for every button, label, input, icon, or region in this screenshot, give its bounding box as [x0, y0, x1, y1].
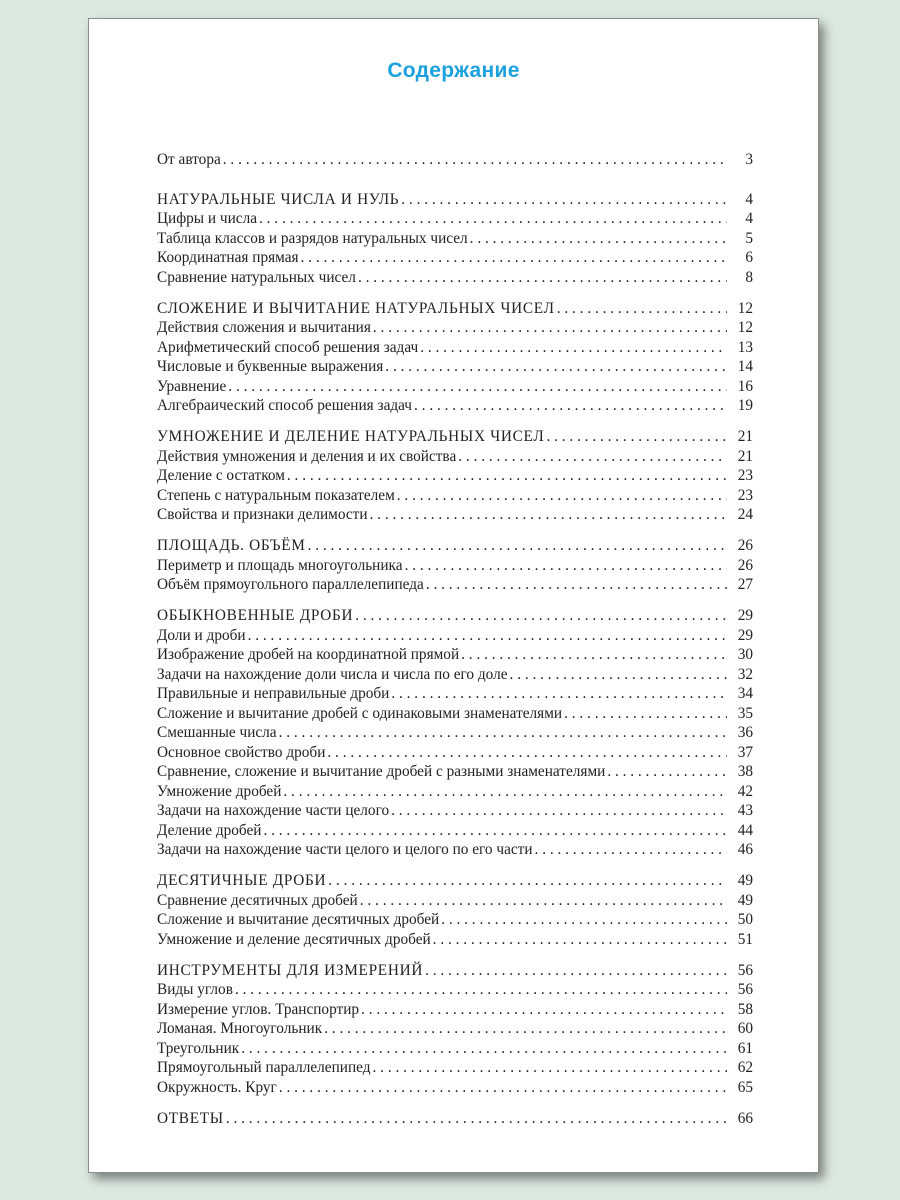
entry-title: Алгебраический способ решения задач: [157, 397, 413, 414]
dot-leader: [546, 427, 727, 447]
page-number: 35: [737, 704, 753, 722]
section-gap: [157, 860, 753, 872]
entry-title: Виды углов: [157, 981, 233, 998]
page-number: 61: [737, 1039, 753, 1057]
page-title: Содержание: [387, 59, 520, 82]
page-number: 29: [737, 607, 753, 624]
book-page: [88, 18, 819, 1173]
dot-leader: [535, 840, 727, 860]
page-number: 30: [737, 646, 753, 663]
dot-leader: [405, 556, 727, 576]
page-number: 3: [745, 151, 753, 168]
entry-title: Умножение дробей: [157, 782, 282, 800]
dot-leader: [361, 1000, 727, 1020]
toc-section-heading: [157, 871, 753, 891]
dot-leader: [397, 486, 727, 506]
dot-leader: [607, 762, 727, 782]
toc-section-heading: [157, 1109, 753, 1129]
section-title: ДЕСЯТИЧНЫЕ ДРОБИ: [157, 872, 327, 889]
entry-title: Умножение и деление десятичных дробей: [157, 930, 431, 948]
page-number: 29: [737, 626, 753, 644]
page-number: 38: [737, 763, 753, 780]
entry-title: Действия сложения и вычитания: [157, 319, 371, 336]
dot-leader: [401, 190, 727, 210]
dot-leader: [226, 1109, 727, 1129]
entry-title: Сравнение десятичных дробей: [157, 891, 358, 909]
section-gap: [157, 170, 753, 190]
toc-section-heading: [157, 190, 753, 210]
page-number: 26: [737, 556, 753, 574]
toc-entry: [157, 1058, 753, 1078]
dot-leader: [391, 684, 727, 704]
dot-leader: [425, 961, 727, 981]
page-number: 66: [737, 1109, 753, 1127]
toc-section-heading: [157, 427, 753, 447]
dot-leader: [370, 505, 727, 525]
dot-leader: [279, 723, 727, 743]
dot-leader: [391, 801, 727, 821]
toc-entry: [157, 930, 753, 950]
page-number: 43: [737, 802, 753, 819]
entry-title: Периметр и площадь многоугольника: [157, 556, 403, 574]
table-of-contents: [157, 150, 753, 1128]
dot-leader: [373, 1058, 727, 1078]
toc-entry: [157, 338, 753, 358]
entry-title: Треугольник: [157, 1039, 240, 1057]
toc-entry: [157, 762, 753, 782]
dot-leader: [259, 209, 727, 229]
page-number: 23: [737, 486, 753, 504]
page-number: 4: [745, 210, 753, 227]
section-title: ПЛОЩАДЬ. ОБЪЁМ: [157, 537, 306, 554]
page-number: 60: [737, 1020, 753, 1037]
toc-entry: [157, 704, 753, 724]
toc-entry: [157, 447, 753, 467]
dot-leader: [441, 910, 727, 930]
page-number: 42: [737, 782, 753, 800]
toc-entry: [157, 556, 753, 576]
page-number: 56: [737, 961, 753, 979]
dot-leader: [360, 891, 727, 911]
dot-leader: [283, 782, 727, 802]
entry-title: Смешанные числа: [157, 724, 277, 741]
toc-entry: [157, 377, 753, 397]
toc-entry: [157, 840, 753, 860]
toc-entry: [157, 466, 753, 486]
toc-entry: [157, 1000, 753, 1020]
dot-leader: [385, 357, 727, 377]
entry-title: Арифметический способ решения задач: [157, 338, 419, 356]
entry-title: Сложение и вычитание дробей с одинаковыми знаменателями: [157, 704, 563, 722]
dot-leader: [279, 1078, 727, 1098]
toc-entry: [157, 782, 753, 802]
entry-title: Доли и дроби: [157, 626, 246, 644]
page-number: 8: [745, 268, 753, 286]
toc-entry: [157, 268, 753, 288]
dot-leader: [433, 930, 727, 950]
dot-leader: [241, 1039, 727, 1059]
toc-section-heading: [157, 961, 753, 981]
toc-entry: [157, 248, 753, 268]
toc-entry: [157, 821, 753, 841]
page-number: 6: [745, 249, 753, 266]
entry-title: Ломаная. Многоугольник: [157, 1020, 323, 1037]
toc-entry: [157, 150, 753, 170]
page-number: 12: [737, 319, 753, 336]
toc-entry: [157, 229, 753, 249]
dot-leader: [263, 821, 727, 841]
entry-title: Основное свойство дроби: [157, 743, 326, 761]
entry-title: Деление с остатком: [157, 467, 285, 484]
section-title: УМНОЖЕНИЕ И ДЕЛЕНИЕ НАТУРАЛЬНЫХ ЧИСЕЛ: [157, 428, 545, 445]
page-number: 24: [737, 506, 753, 523]
toc-entry: [157, 1078, 753, 1098]
entry-title: Правильные и неправильные дроби: [157, 685, 390, 702]
toc-entry: [157, 1019, 753, 1039]
entry-title: Уравнение: [157, 377, 227, 395]
toc-entry: [157, 1039, 753, 1059]
entry-title: Задачи на нахождение части целого: [157, 802, 390, 819]
section-gap: [157, 416, 753, 428]
page-number: 23: [737, 467, 753, 484]
toc-entry: [157, 209, 753, 229]
toc-entry: [157, 684, 753, 704]
entry-title: Таблица классов и разрядов натуральных чисел: [157, 229, 468, 247]
dot-leader: [223, 150, 727, 170]
page-number: 32: [737, 665, 753, 683]
toc-section-heading: [157, 536, 753, 556]
toc-entry: [157, 396, 753, 416]
entry-title: Сложение и вычитание десятичных дробей: [157, 911, 440, 928]
section-gap: [157, 287, 753, 299]
entry-title: Деление дробей: [157, 821, 262, 839]
page-number: 13: [737, 338, 753, 356]
section-title: ИНСТРУМЕНТЫ ДЛЯ ИЗМЕРЕНИЙ: [157, 961, 424, 979]
entry-title: Окружность. Круг: [157, 1078, 277, 1096]
toc-entry: [157, 743, 753, 763]
dot-leader: [461, 645, 727, 665]
dot-leader: [324, 1019, 727, 1039]
dot-leader: [358, 268, 727, 288]
dot-leader: [564, 704, 727, 724]
dot-leader: [510, 665, 727, 685]
page-number: 51: [737, 930, 753, 948]
page-number: 58: [737, 1000, 753, 1018]
toc-entry: [157, 910, 753, 930]
dot-leader: [458, 447, 727, 467]
page-number: 36: [737, 724, 753, 741]
dot-leader: [557, 299, 727, 319]
section-gap: [157, 1097, 753, 1109]
dot-leader: [287, 466, 727, 486]
page-number: 21: [737, 447, 753, 465]
page-number: 12: [737, 299, 753, 317]
page-number: 26: [737, 537, 753, 554]
page-number: 4: [745, 190, 753, 208]
entry-title: Свойства и признаки делимости: [157, 506, 368, 523]
dot-leader: [426, 575, 727, 595]
page-number: 16: [737, 377, 753, 395]
toc-entry: [157, 318, 753, 338]
toc-entry: [157, 723, 753, 743]
dot-leader: [373, 318, 727, 338]
dot-leader: [355, 606, 727, 626]
dot-leader: [301, 248, 727, 268]
page-number: 21: [737, 428, 753, 445]
dot-leader: [248, 626, 727, 646]
page-number: 62: [737, 1059, 753, 1076]
entry-title: Сравнение, сложение и вычитание дробей с разными знаменателями: [157, 763, 606, 780]
toc-entry: [157, 980, 753, 1000]
dot-leader: [327, 743, 727, 763]
toc-section-heading: [157, 299, 753, 319]
page-number: 65: [737, 1078, 753, 1096]
entry-title: Изображение дробей на координатной прямой: [157, 646, 460, 663]
toc-entry: [157, 575, 753, 595]
toc-entry: [157, 891, 753, 911]
section-title: СЛОЖЕНИЕ И ВЫЧИТАНИЕ НАТУРАЛЬНЫХ ЧИСЕЛ: [157, 299, 555, 317]
page-number: 19: [737, 397, 753, 414]
toc-entry: [157, 645, 753, 665]
page-number: 56: [737, 981, 753, 998]
section-gap: [157, 595, 753, 607]
entry-title: От автора: [157, 151, 221, 168]
entry-title: Прямоугольный параллелепипед: [157, 1059, 371, 1076]
entry-title: Цифры и числа: [157, 210, 257, 227]
section-title: ОБЫКНОВЕННЫЕ ДРОБИ: [157, 607, 354, 624]
entry-title: Задачи на нахождение доли числа и числа по его доле: [157, 665, 508, 683]
toc-section-heading: [157, 606, 753, 626]
page-number: 37: [737, 743, 753, 761]
entry-title: Координатная прямая: [157, 249, 299, 266]
section-gap: [157, 949, 753, 961]
page-number: 49: [737, 872, 753, 889]
dot-leader: [235, 980, 727, 1000]
dot-leader: [228, 377, 727, 397]
dot-leader: [414, 396, 727, 416]
toc-entry: [157, 665, 753, 685]
entry-title: Действия умножения и деления и их свойства: [157, 447, 457, 465]
page-number: 50: [737, 911, 753, 928]
dot-leader: [328, 871, 727, 891]
toc-entry: [157, 626, 753, 646]
entry-title: Задачи на нахождение части целого и целого по его части: [157, 841, 533, 858]
page-number: 44: [737, 821, 753, 839]
page-number: 34: [737, 685, 753, 702]
dot-leader: [420, 338, 727, 358]
section-title: НАТУРАЛЬНЫЕ ЧИСЛА И НУЛЬ: [157, 190, 400, 208]
page-number: 46: [737, 841, 753, 858]
entry-title: Числовые и буквенные выражения: [157, 358, 384, 375]
entry-title: Объём прямоугольного параллелепипеда: [157, 576, 424, 593]
page-number: 5: [745, 229, 753, 247]
entry-title: Сравнение натуральных чисел: [157, 268, 356, 286]
page-number: 27: [737, 576, 753, 593]
section-title: ОТВЕТЫ: [157, 1109, 224, 1127]
dot-leader: [308, 536, 727, 556]
page-number: 14: [737, 358, 753, 375]
toc-entry: [157, 357, 753, 377]
toc-entry: [157, 801, 753, 821]
entry-title: Измерение углов. Транспортир: [157, 1000, 360, 1018]
toc-entry: [157, 486, 753, 506]
toc-entry: [157, 505, 753, 525]
dot-leader: [470, 229, 727, 249]
entry-title: Степень с натуральным показателем: [157, 486, 395, 504]
section-gap: [157, 525, 753, 537]
page-number: 49: [737, 891, 753, 909]
